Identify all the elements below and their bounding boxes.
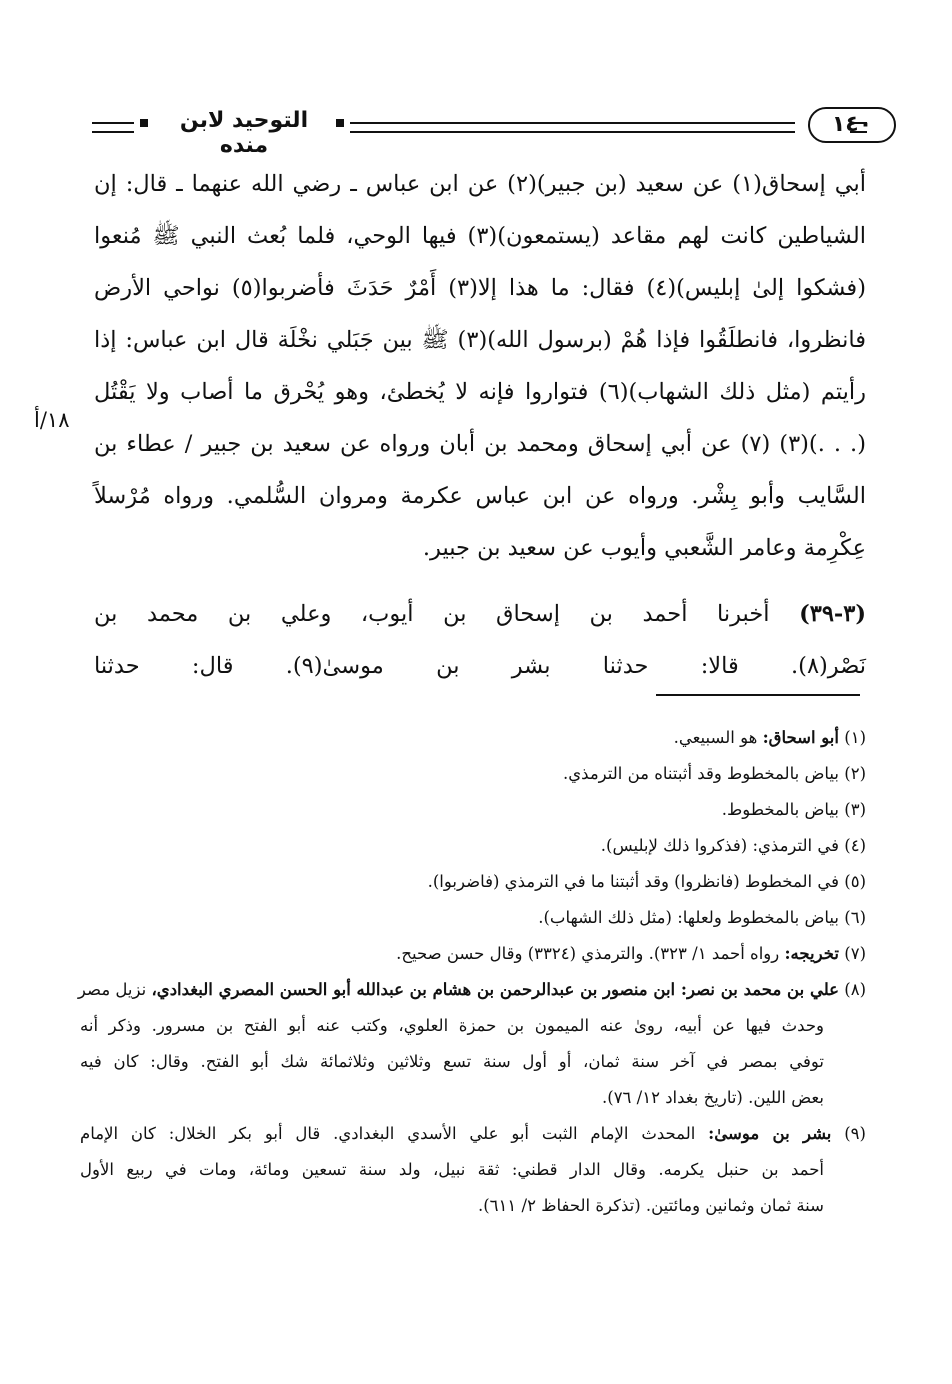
footnote-number: (٥) bbox=[839, 872, 866, 891]
footnote-number: (٤) bbox=[839, 836, 866, 855]
footnote-text: بياض بالمخطوط. bbox=[721, 800, 839, 819]
footnote-label: أبو اسحاق: bbox=[762, 728, 839, 747]
footnote-number: (٩) bbox=[831, 1124, 866, 1143]
footnote-label: علي بن محمد بن نصر: ابن منصور بن عبدالرحمن بن هشام بن عبدالله أبو الحسن المصري البغدادي، bbox=[151, 980, 839, 999]
header-ornament-dot bbox=[140, 119, 148, 127]
footnote-continuation: توفي بمصر في آخر سنة ثمان، أو أول سنة تسع وثلاثين وثلاثمائة شك أبو الفتح. وقال: كان فيه bbox=[80, 1052, 824, 1071]
footnote-separator bbox=[656, 694, 860, 696]
main-text bbox=[94, 158, 866, 692]
footnote bbox=[80, 864, 866, 900]
footnote-text: في الترمذي: (فذكروا ذلك لإبليس). bbox=[600, 836, 839, 855]
footnote-number: (٨) bbox=[839, 980, 866, 999]
hadith-line: نَصْر(٨). قالا: حدثنا بشر بن موسىٰ(٩). قال: حدثنا bbox=[94, 653, 866, 679]
footnote-text: هو السبيعي. bbox=[673, 728, 763, 747]
text-line: فانظروا، فانطلَقُوا فإذا هُمْ (برسول الله)(٣) ﷺ بين جَبَلي نخْلَة قال ابن عباس: إذا bbox=[94, 327, 866, 353]
header-rule-middle bbox=[350, 122, 795, 133]
footnote-continuation: وحدث فيها عن أبيه، روىٰ عنه الميمون بن حمزة العلوي، وكتب عنه أبو الفتح بن مسرور. وذكر أنه bbox=[80, 1016, 824, 1035]
footnote-text: نزيل مصر bbox=[77, 980, 152, 999]
footnote bbox=[80, 828, 866, 864]
text-line: السَّايب وأبو بِشْر. ورواه عن ابن عباس عكرمة ومروان السُّلمي. ورواه مُرْسلاً bbox=[94, 483, 866, 509]
footnote-continuation: سنة ثمان وثمانين ومائتين. (تذكرة الحفاظ ٢/ ٦١١). bbox=[477, 1196, 824, 1215]
footnotes bbox=[77, 720, 866, 1224]
header-ornament-dot bbox=[336, 119, 344, 127]
footnote bbox=[80, 756, 866, 792]
text-line: الشياطين كانت لهم مقاعد (يستمعون)(٣) فيها الوحي، فلما بُعث النبي ﷺ مُنعوا bbox=[94, 223, 866, 249]
footnote-continuation: بعض اللين. (تاريخ بغداد ١٢/ ٧٦). bbox=[602, 1088, 824, 1107]
footnote-number: (١) bbox=[839, 728, 866, 747]
footnote-continuation: أحمد بن حنبل يكرمه. وقال الدار قطني: ثقة نبيل، ولد سنة تسعين ومائة، ومات في ربيع الأول bbox=[80, 1160, 824, 1179]
footnote bbox=[80, 720, 866, 756]
text-line: أبي إسحاق(١) عن سعيد (بن جبير)(٢) عن ابن عباس ـ رضي الله عنهما ـ قال: إن bbox=[94, 171, 866, 197]
hadith-number: (٣-٣٩) bbox=[799, 601, 867, 627]
book-title: التوحيد لابن منده bbox=[179, 108, 309, 158]
footnote-text: رواه أحمد ١/ ٣٢٣). والترمذي (٣٣٢٤) وقال حسن صحيح. bbox=[396, 944, 785, 963]
hadith-line bbox=[94, 588, 866, 640]
hadith-text: أخبرنا أحمد بن إسحاق بن أيوب، وعلي بن محمد بن bbox=[94, 601, 770, 627]
text-line: رأيتم (مثل ذلك الشهاب)(٦) فتواروا فإنه لا يُخطئ، وهو يُحْرق ما أصاب ولا يَقْتُل bbox=[94, 379, 866, 405]
footnote-text: بياض بالمخطوط وقد أثبتناه من الترمذي. bbox=[563, 764, 839, 783]
footnote bbox=[77, 972, 866, 1008]
footnote-text: المحدث الإمام الثبت أبو علي الأسدي البغدادي. قال أبو بكر الخلال: كان الإمام bbox=[80, 1124, 709, 1143]
footnote bbox=[80, 1116, 866, 1152]
footnote-label: بشر بن موسىٰ: bbox=[708, 1124, 832, 1143]
footnote-label: تخريجه: bbox=[784, 944, 839, 963]
text-line: عِكْرِمة وعامر الشَّعبي وأيوب عن سعيد بن جبير. bbox=[422, 535, 866, 561]
footnote-number: (٦) bbox=[839, 908, 866, 927]
footnote bbox=[80, 900, 866, 936]
footnote-number: (٢) bbox=[839, 764, 866, 783]
manuscript-folio-note: ١٨/أ bbox=[34, 408, 70, 432]
page-number: ١٤٠ bbox=[808, 107, 896, 143]
footnote-text: في المخطوط (فانظروا) وقد أثبتنا ما في الترمذي (فاضربوا). bbox=[427, 872, 839, 891]
text-line: (. . .)(٣) (٧) عن أبي إسحاق ومحمد بن أبان ورواه عن سعيد بن جبير / عطاء بن bbox=[94, 431, 866, 457]
page-header bbox=[92, 104, 873, 158]
header-rule-left bbox=[92, 122, 134, 133]
footnote-number: (٣) bbox=[839, 800, 866, 819]
footnote bbox=[80, 936, 866, 972]
footnote-text: بياض بالمخطوط ولعلها: (مثل ذلك الشهاب). bbox=[538, 908, 839, 927]
footnote-number: (٧) bbox=[839, 944, 866, 963]
header-rule-right bbox=[850, 122, 867, 133]
footnote bbox=[80, 792, 866, 828]
text-line: (فشكوا إلىٰ إبليس)(٤) فقال: ما هذا إلا(٣) أَمْرٌ حَدَثَ فأضربوا(٥) نواحي الأرض bbox=[94, 275, 866, 301]
